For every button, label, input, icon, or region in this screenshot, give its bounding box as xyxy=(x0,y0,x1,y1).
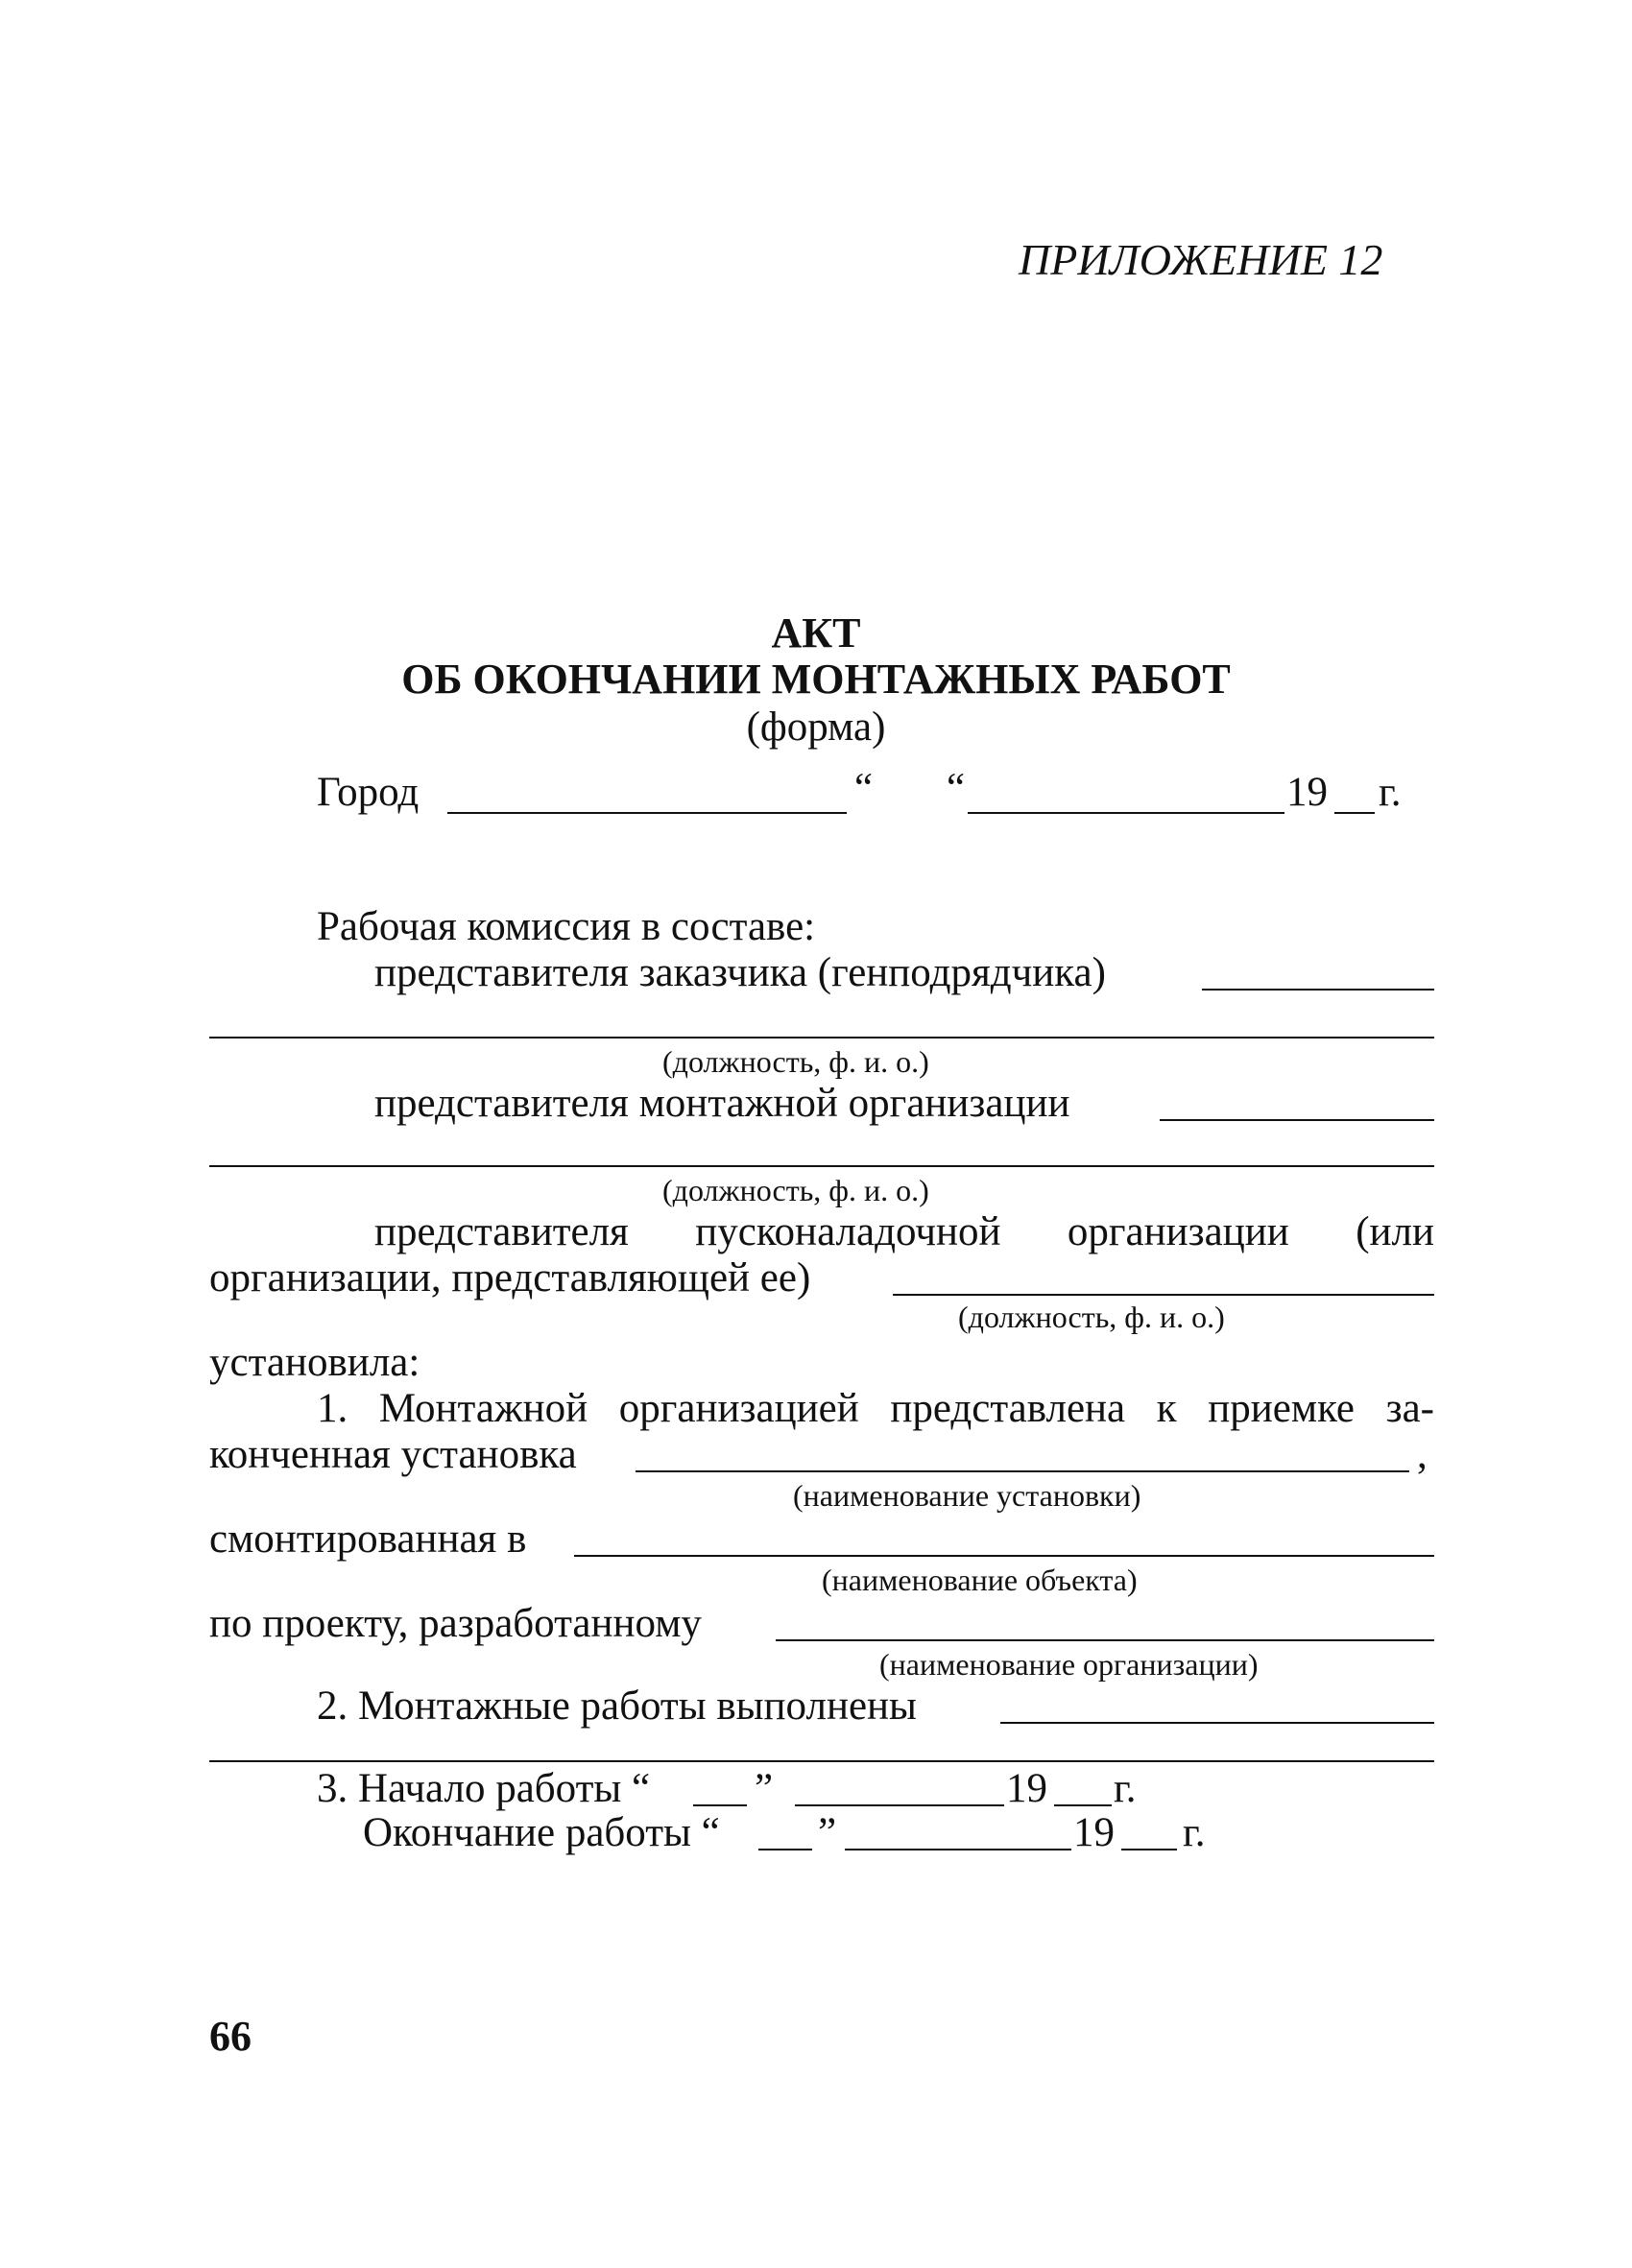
end-year-field[interactable] xyxy=(1121,1849,1177,1850)
rep-commissioning-label-2: организации, представляющей ее) xyxy=(209,1255,811,1301)
rep-commissioning-label-1: представителя пусконаладочной организации (или xyxy=(374,1209,1434,1254)
org-caption: (наименование организации) xyxy=(879,1647,1259,1682)
appendix-label: ПРИЛОЖЕНИЕ 12 xyxy=(1019,235,1383,284)
end-quote-close: ” xyxy=(818,1810,837,1855)
item1-line2: конченная установка xyxy=(209,1432,577,1477)
document-title: АКТ xyxy=(771,609,861,657)
year-field[interactable] xyxy=(1334,812,1375,814)
installation-caption: (наименование установки) xyxy=(793,1478,1141,1513)
form-label: (форма) xyxy=(746,704,886,750)
start-quote-close: ” xyxy=(755,1766,774,1811)
year-suffix: г. xyxy=(1379,770,1402,815)
end-month-field[interactable] xyxy=(845,1849,1071,1850)
works-performed-field-1[interactable] xyxy=(1000,1722,1434,1724)
object-caption: (наименование объекта) xyxy=(822,1563,1138,1597)
item2-label: 2. Монтажные работы выполнены xyxy=(317,1683,917,1729)
rep-customer-field-1[interactable] xyxy=(1202,989,1434,991)
installation-name-field[interactable] xyxy=(636,1470,1409,1472)
end-year-prefix: 19 xyxy=(1073,1810,1115,1855)
rep-customer-label: представителя заказчика (генподрядчика) xyxy=(374,950,1106,995)
end-year-suffix: г. xyxy=(1183,1810,1206,1855)
rep-installer-label: представителя монтажной организации xyxy=(374,1081,1070,1126)
city-label: Город xyxy=(317,770,420,815)
start-label: 3. Начало работы “ xyxy=(317,1766,651,1811)
item1-line1: 1. Монтажной организацией представлена к приемке за- xyxy=(317,1386,1434,1431)
start-year-suffix: г. xyxy=(1114,1766,1137,1811)
page-number: 66 xyxy=(209,2013,252,2060)
day-quote-close: “ xyxy=(947,766,966,811)
works-performed-field-2[interactable] xyxy=(209,1760,1434,1762)
end-day-field[interactable] xyxy=(758,1849,812,1850)
object-name-field[interactable] xyxy=(574,1555,1434,1557)
day-quote-open: “ xyxy=(854,766,874,811)
start-month-field[interactable] xyxy=(795,1804,1004,1806)
year-prefix: 19 xyxy=(1286,770,1328,815)
rep-installer-caption: (должность, ф. и. о.) xyxy=(662,1173,929,1207)
start-year-field[interactable] xyxy=(1054,1804,1112,1806)
rep-installer-field-2[interactable] xyxy=(209,1165,1434,1167)
month-field[interactable] xyxy=(968,812,1284,814)
installation-comma: , xyxy=(1417,1432,1428,1477)
mounted-in-label: смонтированная в xyxy=(209,1516,527,1562)
commission-intro: Рабочая комиссия в составе: xyxy=(317,904,816,949)
end-label: Окончание работы “ xyxy=(363,1810,720,1855)
document-subtitle: ОБ ОКОНЧАНИИ МОНТАЖНЫХ РАБОТ xyxy=(401,656,1231,703)
rep-commissioning-caption: (должность, ф. и. о.) xyxy=(958,1300,1225,1334)
established-label: установила: xyxy=(209,1340,420,1385)
start-day-field[interactable] xyxy=(693,1804,747,1806)
start-year-prefix: 19 xyxy=(1006,1766,1047,1811)
rep-commissioning-field[interactable] xyxy=(893,1294,1434,1296)
rep-installer-field-1[interactable] xyxy=(1160,1119,1434,1121)
rep-customer-caption: (должность, ф. и. о.) xyxy=(662,1044,929,1079)
rep-customer-field-2[interactable] xyxy=(209,1037,1434,1039)
city-field[interactable] xyxy=(447,812,847,814)
project-org-field[interactable] xyxy=(776,1639,1434,1641)
by-project-label: по проекту, разработанному xyxy=(209,1601,702,1646)
